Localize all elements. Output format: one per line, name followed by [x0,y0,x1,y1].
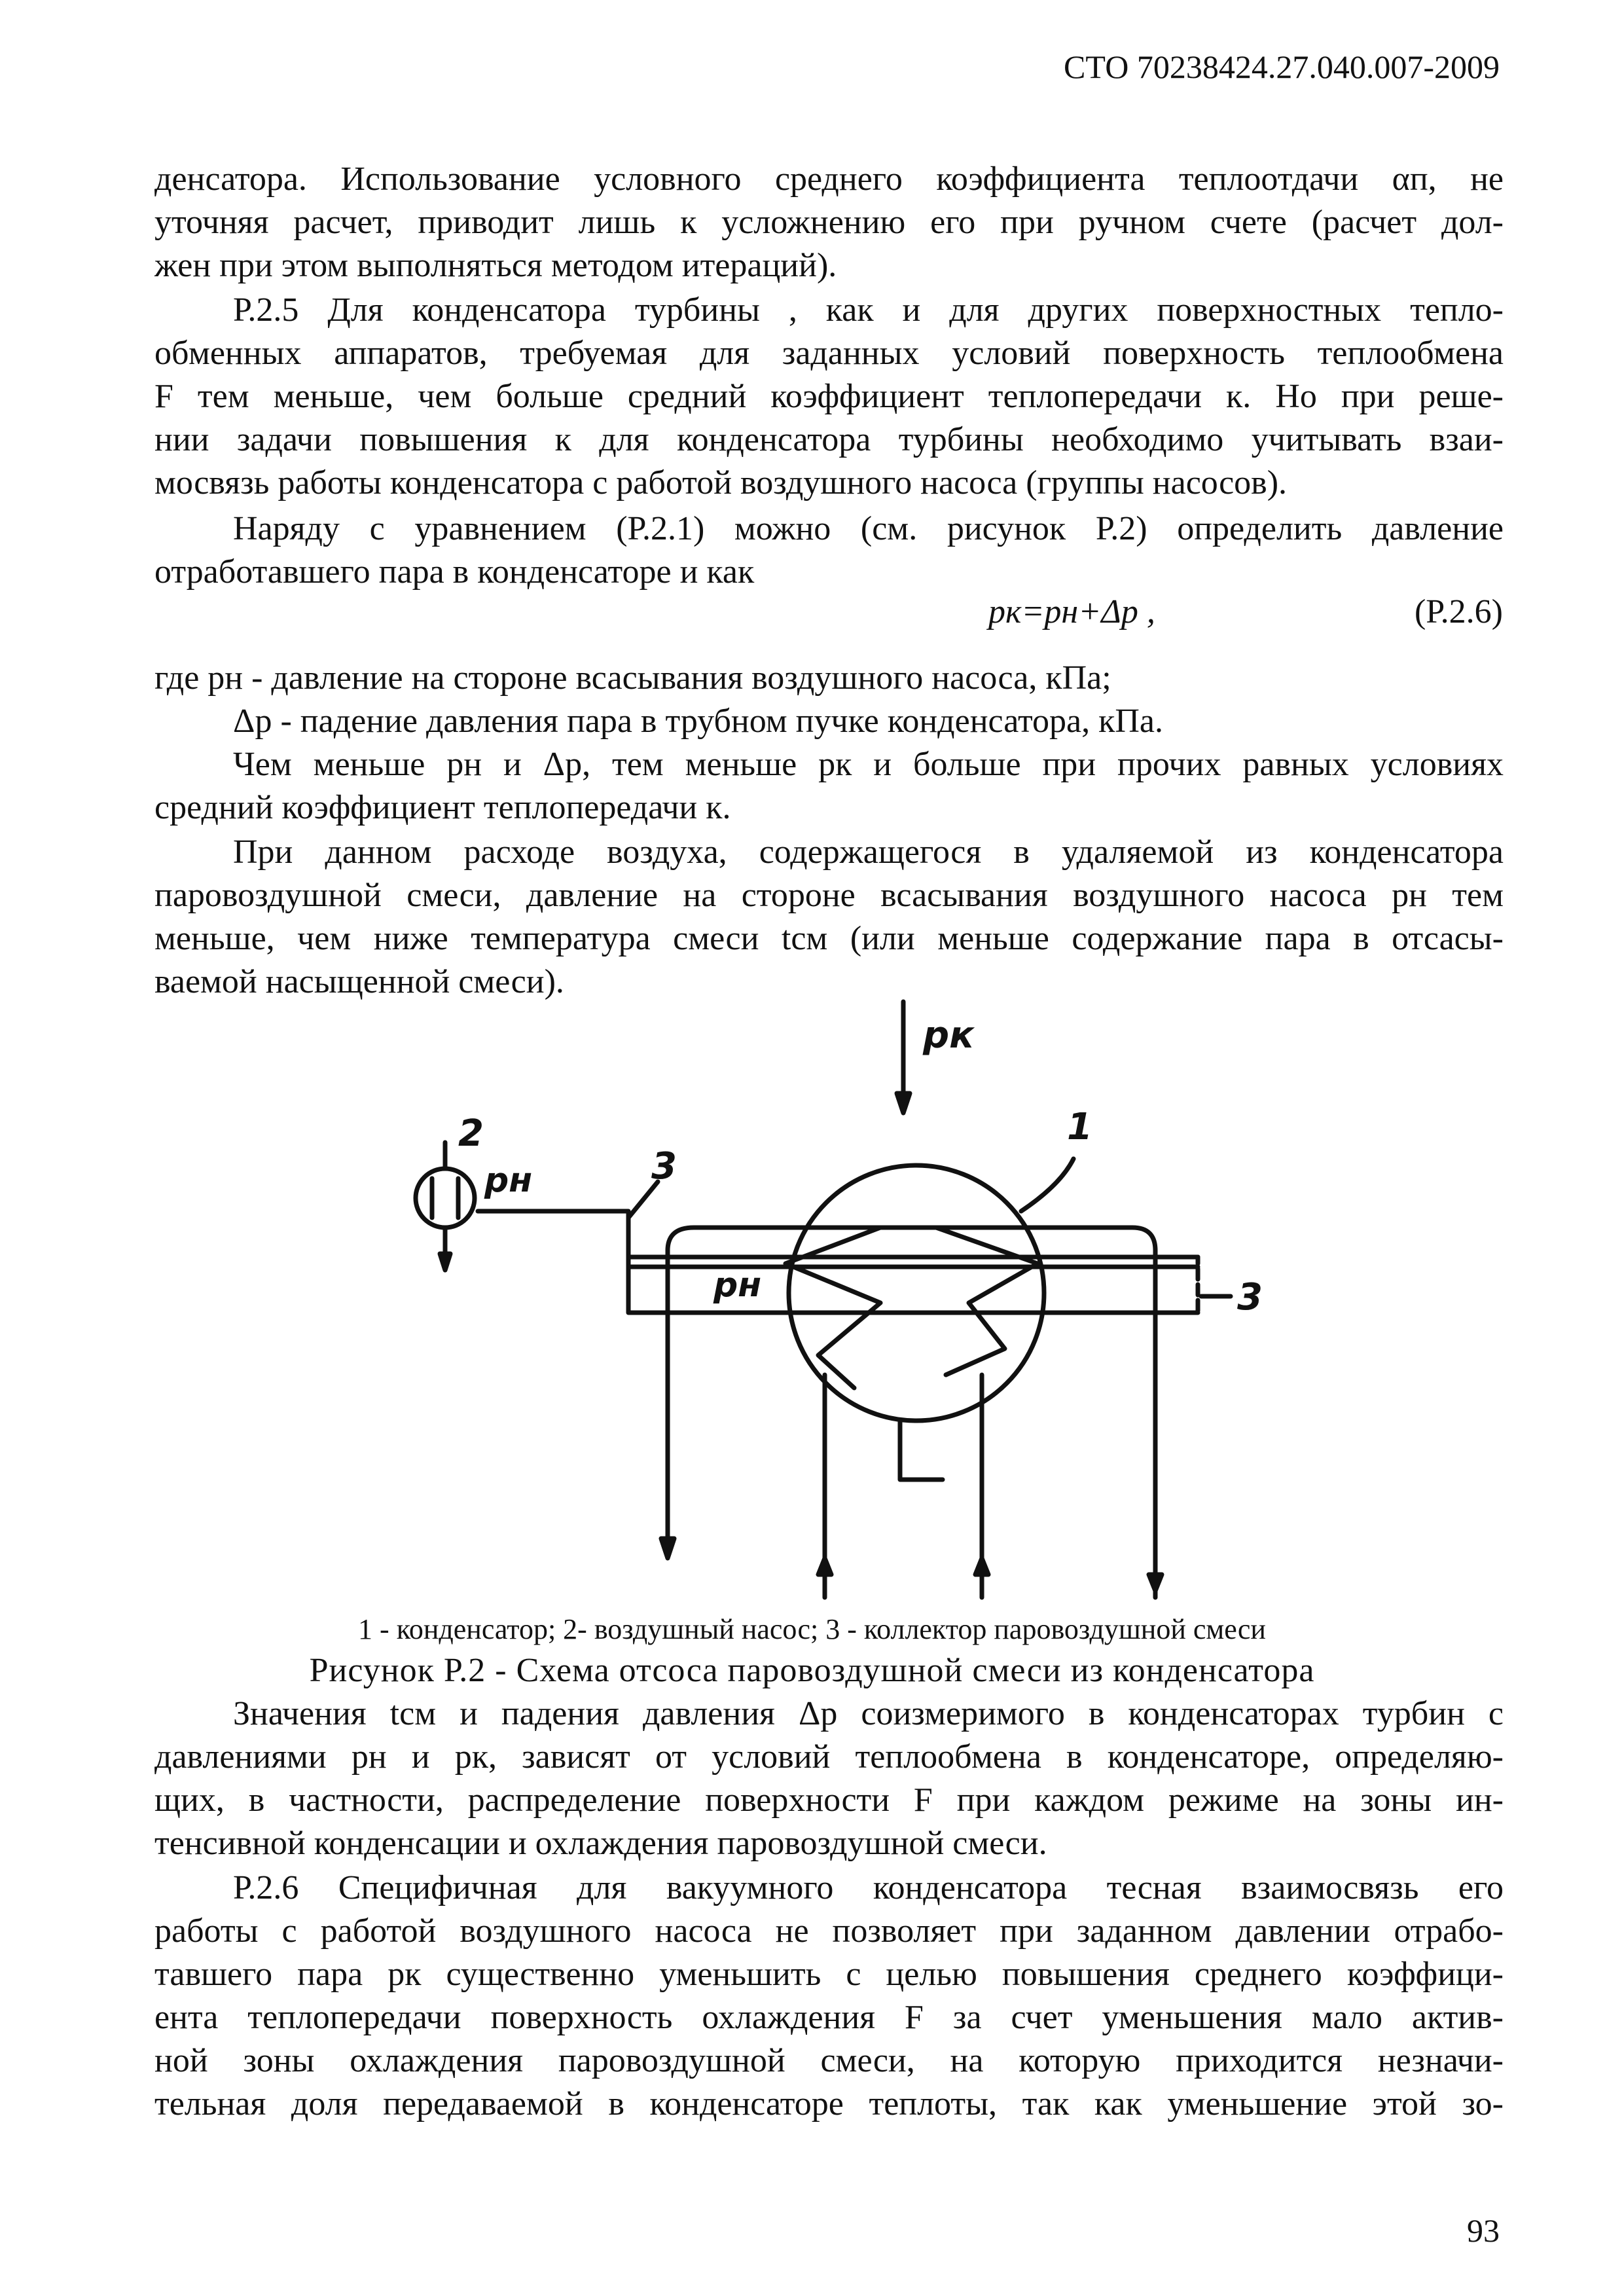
pump-arrow-down-head [440,1254,450,1270]
drain-pipe [900,1421,943,1480]
text-line: тельная доля передаваемой в конденсаторе теплоты, так как уменьшение этой зо- [154,2085,1504,2123]
label-2: 2 [458,1112,484,1155]
label-3-left: 3 [651,1145,677,1188]
text-line: ваемой насыщенной смеси). [154,963,564,1000]
text-line: Значения tсм и падения давления Δp соизмеримого в конденсаторах турбин с [233,1695,1504,1732]
text-line: нии задачи повышения к для конденсатора турбины необходимо учитывать взаи- [154,421,1504,458]
text-line: Чем меньше pн и Δp, тем меньше pк и больше при прочих равных условиях [233,746,1504,783]
figure-caption: Рисунок Р.2 - Схема отсоса паровоздушной смеси из конденсатора [309,1652,1315,1689]
label-1-leader [1021,1159,1074,1211]
text-line: денсатора. Использование условного среднего коэффициента теплоотдачи αп, не [154,160,1504,198]
text-line: уточняя расчет, приводит лишь к усложнению его при ручном счете (расчет дол- [154,204,1504,241]
air-pump [416,1169,475,1228]
tube-bundle-right [936,1228,1038,1375]
outlet-arrow-4 [1149,1575,1162,1591]
formula: pк=pн+Δp , [988,593,1155,630]
page-number: 93 [1467,2212,1500,2249]
condenser-diagram [393,982,1309,1604]
collector-outer [668,1228,1155,1388]
label-1: 1 [1067,1106,1092,1148]
text-line: ента теплопередачи поверхность охлаждения F за счет уменьшения мало актив- [154,1999,1504,2036]
text-line: обменных аппаратов, требуемая для заданных условий поверхность теплообмена [154,335,1504,372]
figure-legend: 1 - конденсатор; 2- воздушный насос; 3 - коллектор паровоздушной смеси [358,1613,1266,1645]
formula-number: (Р.2.6) [1414,593,1503,630]
text-line: тенсивной конденсации и охлаждения паровоздушной смеси. [154,1825,1047,1862]
text-line: щих, в частности, распределение поверхности F при каждом режиме на зоны ин- [154,1781,1504,1819]
text-line: ной зоны охлаждения паровоздушной смеси, на которую приходится незначи- [154,2042,1504,2079]
pk-arrow-head [897,1093,910,1113]
text-line: паровоздушной смеси, давление на стороне всасывания воздушного насоса pн тем [154,877,1504,914]
text-line: меньше, чем ниже температура смеси tсм (или меньше содержание пара в отсасы- [154,920,1504,957]
text-line: При данном расходе воздуха, содержащегося в удаляемой из конденсатора [233,833,1504,871]
text-line: Р.2.6 Специфичная для вакуумного конденсатора тесная взаимосвязь его [233,1869,1504,1906]
text-line: средний коэффициент теплопередачи к. [154,789,731,826]
label-pk: pк [923,1014,975,1057]
text-line: давлениями pн и pк, зависят от условий теплообмена в конденсаторе, определяю- [154,1738,1504,1776]
label-3-right: 3 [1237,1276,1263,1319]
text-line: мосвязь работы конденсатора с работой воздушного насоса (группы насосов). [154,464,1288,501]
tube-bundle-left [785,1228,880,1388]
outlet-arrow-1 [661,1539,674,1558]
where-line: Δp - падение давления пара в трубном пучке конденсатора, кПа. [233,702,1163,740]
outlet-arrow-2 [818,1558,831,1575]
text-line: отработавшего пара в конденсаторе и как [154,553,755,591]
label-pn-left: pн [484,1161,533,1200]
page-header: СТО 70238424.27.040.007-2009 [1064,48,1500,85]
text-line: Наряду с уравнением (Р.2.1) можно (см. рисунок Р.2) определить давление [233,510,1504,547]
text-line: работы с работой воздушного насоса не позволяет при заданном давлении отрабо- [154,1912,1504,1950]
text-line: жен при этом выполняться методом итераций). [154,247,837,284]
label-pn-inner: pн [713,1266,762,1305]
text-line: Р.2.5 Для конденсатора турбины , как и для других поверхностных тепло- [233,291,1504,329]
text-line: тавшего пара pк существенно уменьшить с целью повышения среднего коэффици- [154,1956,1504,1993]
text-line: F тем меньше, чем больше средний коэффициент теплопередачи к. Но при реше- [154,378,1504,415]
outlet-arrow-3 [975,1558,988,1575]
where-line: где pн - давление на стороне всасывания воздушного насоса, кПа; [154,659,1111,697]
